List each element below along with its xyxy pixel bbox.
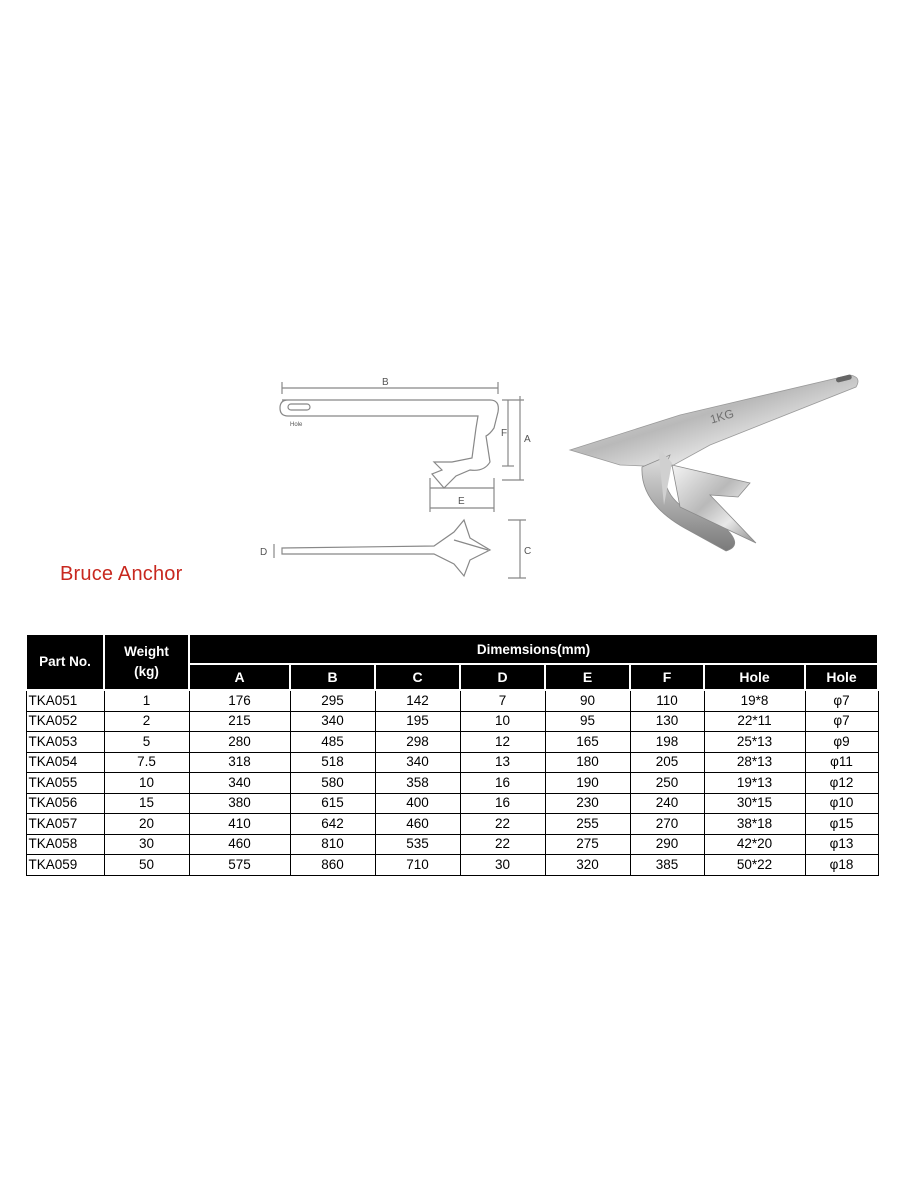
cell-d: 30 xyxy=(460,855,545,876)
header-part-no: Part No. xyxy=(26,634,104,690)
cell-weight: 5 xyxy=(104,732,189,753)
cell-d: 12 xyxy=(460,732,545,753)
page-title: Bruce Anchor xyxy=(60,563,183,585)
cell-weight: 30 xyxy=(104,834,189,855)
header-weight xyxy=(104,634,189,690)
cell-hole-dia: φ11 xyxy=(805,752,878,773)
header-col-e: E xyxy=(545,664,630,690)
table-row xyxy=(26,793,878,814)
cell-c: 142 xyxy=(375,690,460,711)
cell-hole-size: 42*20 xyxy=(704,834,805,855)
cell-e: 255 xyxy=(545,814,630,835)
cell-hole-size: 30*15 xyxy=(704,793,805,814)
dim-label-c: C xyxy=(524,546,532,557)
anchor-photo xyxy=(560,355,870,565)
cell-b: 810 xyxy=(290,834,375,855)
table-row xyxy=(26,752,878,773)
cell-f: 270 xyxy=(630,814,704,835)
cell-weight: 15 xyxy=(104,793,189,814)
cell-hole-dia: φ12 xyxy=(805,773,878,794)
cell-b: 860 xyxy=(290,855,375,876)
cell-weight: 1 xyxy=(104,690,189,711)
cell-hole-size: 19*13 xyxy=(704,773,805,794)
cell-a: 380 xyxy=(189,793,290,814)
anchor-spec-table xyxy=(25,633,879,876)
cell-e: 90 xyxy=(545,690,630,711)
cell-hole-dia: φ13 xyxy=(805,834,878,855)
cell-part-no: TKA059 xyxy=(26,855,104,876)
cell-part-no: TKA055 xyxy=(26,773,104,794)
cell-weight: 50 xyxy=(104,855,189,876)
cell-b: 580 xyxy=(290,773,375,794)
header-col-b: B xyxy=(290,664,375,690)
dim-label-f: F xyxy=(501,428,508,439)
header-weight-line2: (kg) xyxy=(134,664,159,679)
table-row xyxy=(26,855,878,876)
cell-part-no: TKA051 xyxy=(26,690,104,711)
cell-d: 22 xyxy=(460,834,545,855)
cell-part-no: TKA058 xyxy=(26,834,104,855)
header-dimensions: Dimemsions(mm) xyxy=(189,634,878,664)
cell-part-no: TKA056 xyxy=(26,793,104,814)
cell-hole-size: 22*11 xyxy=(704,711,805,732)
cell-f: 198 xyxy=(630,732,704,753)
cell-b: 518 xyxy=(290,752,375,773)
cell-d: 7 xyxy=(460,690,545,711)
spec-table-body xyxy=(26,690,878,875)
cell-weight: 20 xyxy=(104,814,189,835)
cell-e: 320 xyxy=(545,855,630,876)
cell-d: 13 xyxy=(460,752,545,773)
cell-hole-dia: φ9 xyxy=(805,732,878,753)
cell-c: 535 xyxy=(375,834,460,855)
cell-b: 295 xyxy=(290,690,375,711)
cell-f: 250 xyxy=(630,773,704,794)
header-col-hole-size: Hole xyxy=(704,664,805,690)
cell-e: 275 xyxy=(545,834,630,855)
header-col-d: D xyxy=(460,664,545,690)
header-col-f: F xyxy=(630,664,704,690)
cell-c: 710 xyxy=(375,855,460,876)
cell-b: 615 xyxy=(290,793,375,814)
cell-part-no: TKA052 xyxy=(26,711,104,732)
cell-hole-size: 50*22 xyxy=(704,855,805,876)
table-row xyxy=(26,814,878,835)
cell-d: 16 xyxy=(460,773,545,794)
cell-hole-dia: φ18 xyxy=(805,855,878,876)
dim-label-d: D xyxy=(260,547,268,558)
cell-e: 165 xyxy=(545,732,630,753)
cell-hole-dia: φ7 xyxy=(805,711,878,732)
cell-f: 130 xyxy=(630,711,704,732)
header-col-a: A xyxy=(189,664,290,690)
table-row xyxy=(26,773,878,794)
cell-c: 340 xyxy=(375,752,460,773)
cell-c: 400 xyxy=(375,793,460,814)
cell-hole-size: 28*13 xyxy=(704,752,805,773)
cell-hole-size: 19*8 xyxy=(704,690,805,711)
cell-d: 10 xyxy=(460,711,545,732)
cell-e: 190 xyxy=(545,773,630,794)
cell-b: 642 xyxy=(290,814,375,835)
cell-part-no: TKA054 xyxy=(26,752,104,773)
cell-a: 575 xyxy=(189,855,290,876)
cell-f: 290 xyxy=(630,834,704,855)
cell-hole-size: 25*13 xyxy=(704,732,805,753)
cell-e: 95 xyxy=(545,711,630,732)
cell-f: 385 xyxy=(630,855,704,876)
cell-f: 240 xyxy=(630,793,704,814)
table-row xyxy=(26,690,878,711)
cell-a: 340 xyxy=(189,773,290,794)
cell-a: 215 xyxy=(189,711,290,732)
dim-label-e: E xyxy=(458,496,465,507)
cell-d: 22 xyxy=(460,814,545,835)
cell-a: 410 xyxy=(189,814,290,835)
dim-label-hole: Hole xyxy=(290,422,303,428)
cell-b: 340 xyxy=(290,711,375,732)
cell-c: 358 xyxy=(375,773,460,794)
cell-a: 318 xyxy=(189,752,290,773)
table-row xyxy=(26,834,878,855)
cell-hole-size: 38*18 xyxy=(704,814,805,835)
cell-c: 298 xyxy=(375,732,460,753)
header-weight-line1: Weight xyxy=(124,644,169,659)
cell-d: 16 xyxy=(460,793,545,814)
cell-part-no: TKA057 xyxy=(26,814,104,835)
dim-label-a: A xyxy=(524,434,531,445)
cell-f: 110 xyxy=(630,690,704,711)
table-row xyxy=(26,732,878,753)
table-row xyxy=(26,711,878,732)
cell-c: 195 xyxy=(375,711,460,732)
cell-e: 230 xyxy=(545,793,630,814)
cell-a: 280 xyxy=(189,732,290,753)
cell-weight: 10 xyxy=(104,773,189,794)
anchor-dimension-diagram xyxy=(258,370,538,590)
cell-weight: 2 xyxy=(104,711,189,732)
header-col-c: C xyxy=(375,664,460,690)
photo-stamp-text: 1KG xyxy=(708,406,736,427)
cell-c: 460 xyxy=(375,814,460,835)
cell-a: 176 xyxy=(189,690,290,711)
cell-part-no: TKA053 xyxy=(26,732,104,753)
cell-b: 485 xyxy=(290,732,375,753)
cell-hole-dia: φ7 xyxy=(805,690,878,711)
cell-hole-dia: φ10 xyxy=(805,793,878,814)
cell-hole-dia: φ15 xyxy=(805,814,878,835)
cell-a: 460 xyxy=(189,834,290,855)
cell-f: 205 xyxy=(630,752,704,773)
cell-e: 180 xyxy=(545,752,630,773)
cell-weight: 7.5 xyxy=(104,752,189,773)
dim-label-b: B xyxy=(382,377,389,388)
header-col-hole-dia: Hole xyxy=(805,664,878,690)
